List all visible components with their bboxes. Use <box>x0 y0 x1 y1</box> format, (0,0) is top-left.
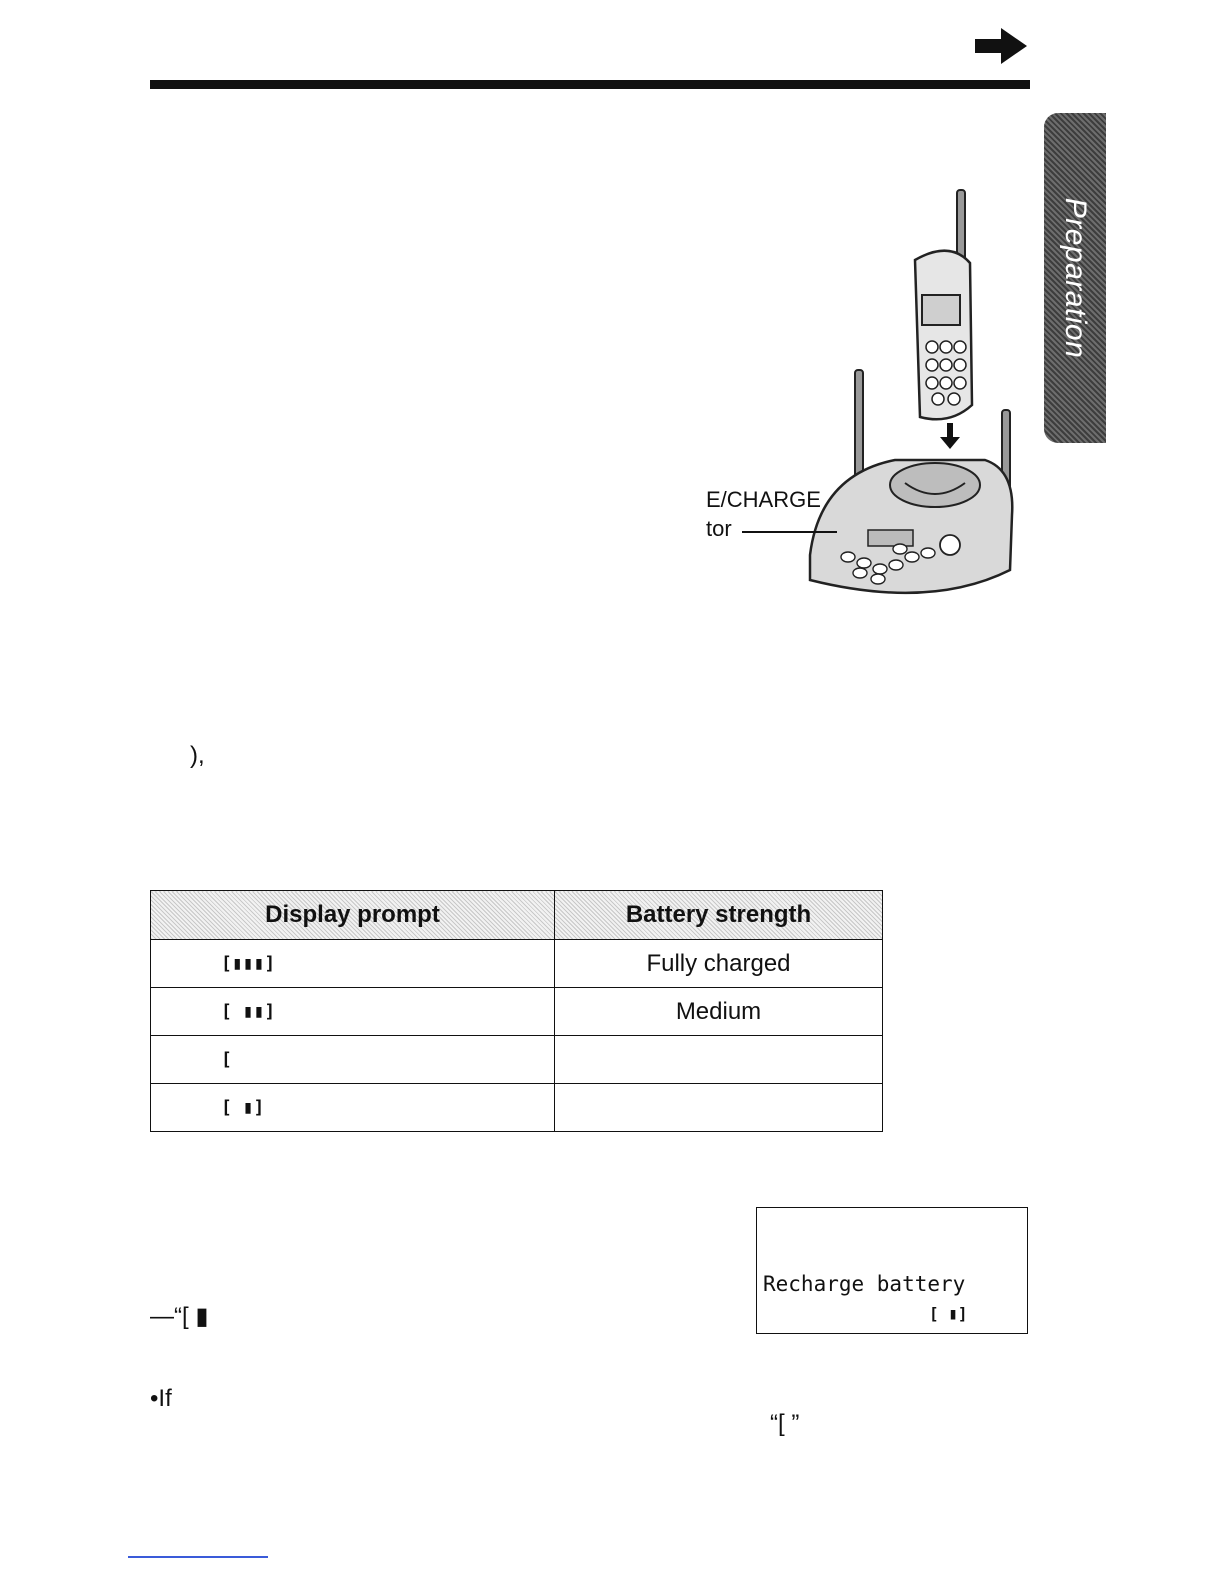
lcd-display-example <box>756 1207 1028 1334</box>
battery-strength-cell <box>555 1084 883 1132</box>
table-row <box>151 988 883 1036</box>
lcd-message: Recharge battery <box>763 1272 966 1296</box>
table-header-row <box>151 891 883 940</box>
text-fragment-quote: “[ ” <box>770 1410 800 1437</box>
table-row <box>151 1036 883 1084</box>
handset-on-base-illustration <box>800 185 1030 605</box>
indicator-leader-line <box>742 531 837 533</box>
header-rule <box>150 80 1030 89</box>
section-tab <box>1044 113 1106 443</box>
table-row <box>151 940 883 988</box>
lcd-battery-icon: [ ▮] <box>929 1304 968 1323</box>
section-tab-label: Preparation <box>1059 197 1092 359</box>
battery-prompt-cell: [▮▮▮] <box>151 940 555 988</box>
battery-prompt-cell: [ <box>151 1036 555 1084</box>
indicator-label-line1: E/CHARGE <box>706 487 821 512</box>
footer-link-underline <box>128 1556 268 1558</box>
battery-strength-cell: Fully charged <box>555 940 883 988</box>
battery-strength-table <box>150 890 883 1132</box>
header-battery-strength: Battery strength <box>555 891 883 940</box>
battery-strength-cell: Medium <box>555 988 883 1036</box>
battery-prompt-cell: [ ▮▮] <box>151 988 555 1036</box>
next-page-arrow-icon <box>975 28 1027 64</box>
indicator-label-line2: tor <box>706 516 732 541</box>
text-fragment-bullet: •If <box>150 1385 172 1412</box>
header-display-prompt: Display prompt <box>151 891 555 940</box>
text-fragment-note: —“[ ▮ <box>150 1303 209 1330</box>
table-row <box>151 1084 883 1132</box>
battery-strength-cell <box>555 1036 883 1084</box>
text-fragment-paren: ), <box>190 742 205 769</box>
battery-prompt-cell: [ ▮] <box>151 1084 555 1132</box>
